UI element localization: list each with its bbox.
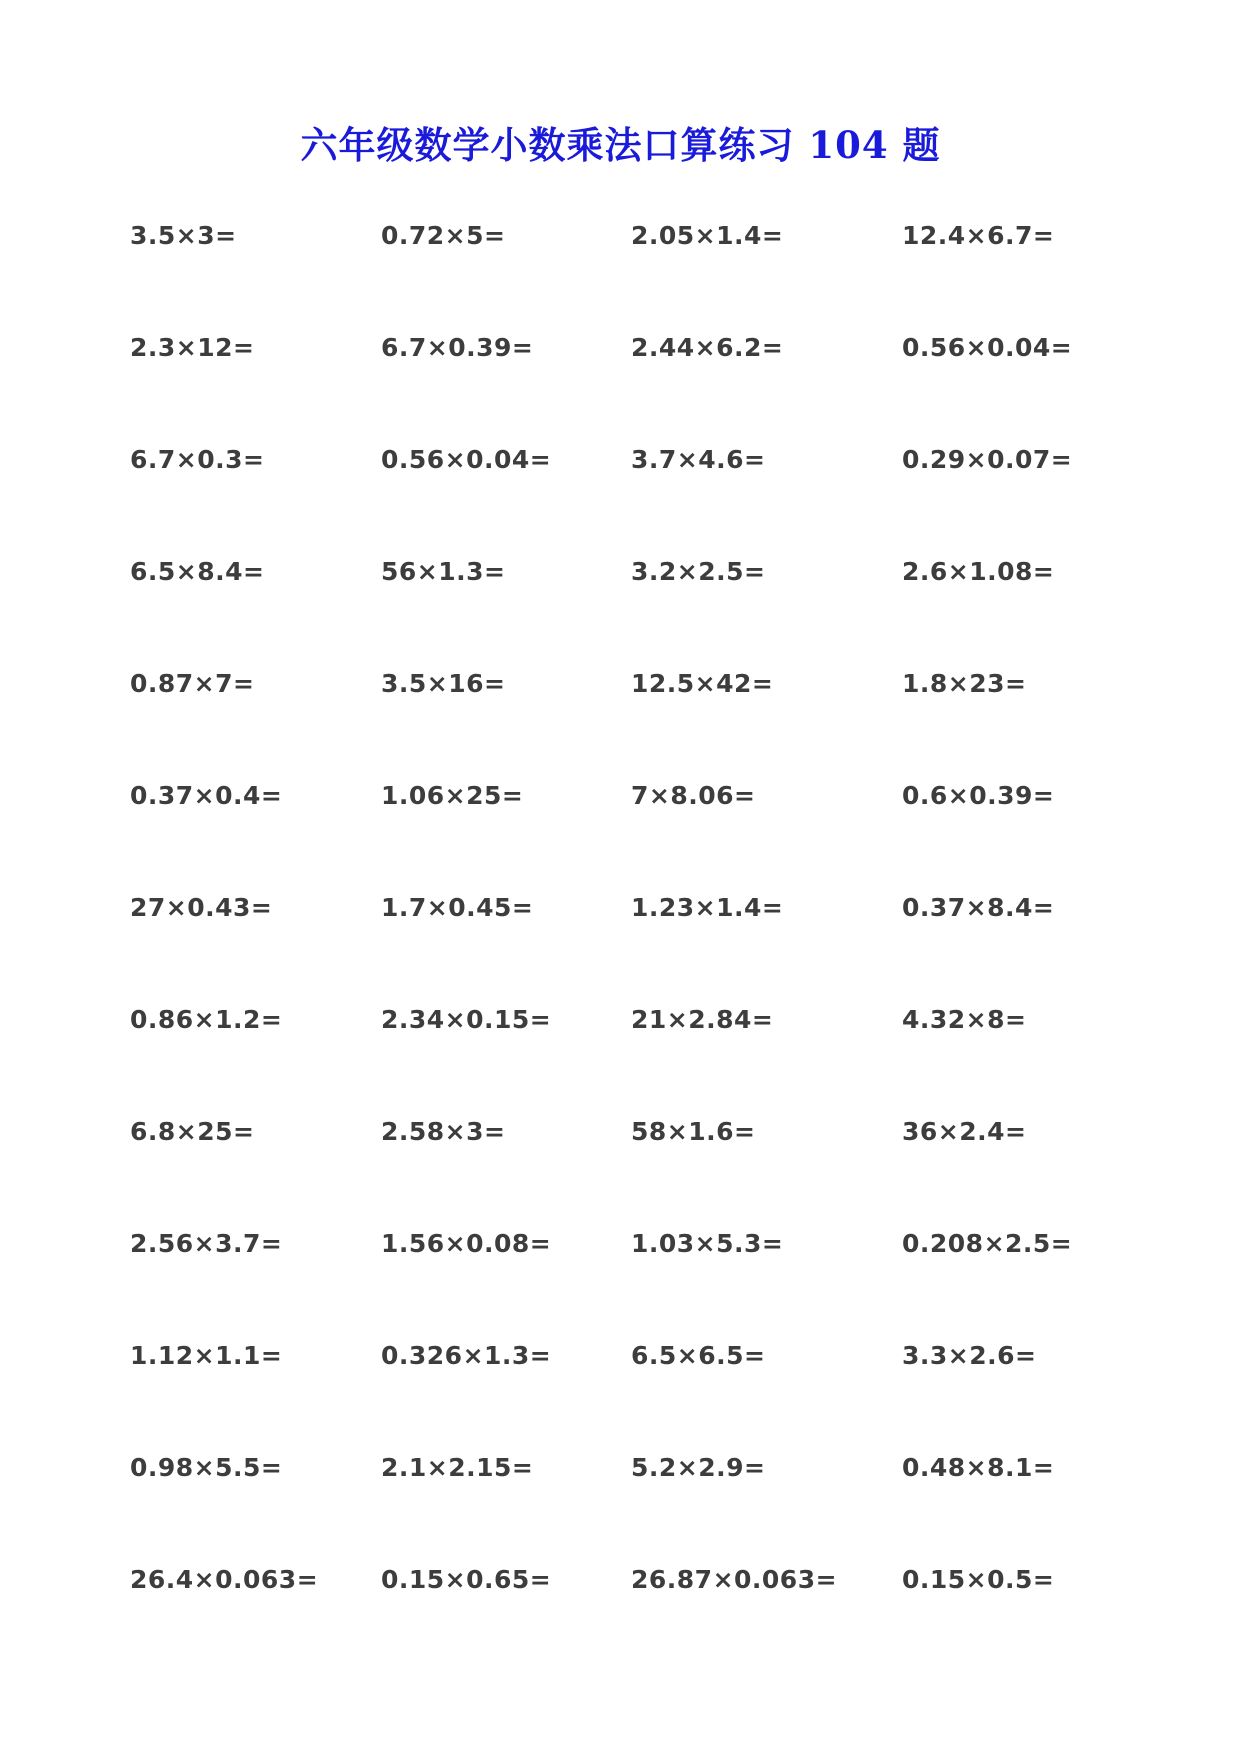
math-problem: 1.56×0.08= [381, 1229, 552, 1258]
problem-row [130, 888, 1130, 1000]
math-problem: 0.87×7= [130, 669, 255, 698]
math-problem: 0.56×0.04= [381, 445, 552, 474]
math-problem: 0.326×1.3= [381, 1341, 552, 1370]
math-problem: 2.58×3= [381, 1117, 506, 1146]
math-problem: 0.37×0.4= [130, 781, 283, 810]
math-problem: 0.37×8.4= [902, 893, 1055, 922]
problem-row [130, 440, 1130, 552]
math-problem: 6.7×0.3= [130, 445, 265, 474]
math-problem: 2.44×6.2= [631, 333, 784, 362]
math-problem: 21×2.84= [631, 1005, 774, 1034]
math-problem: 0.86×1.2= [130, 1005, 283, 1034]
math-problem: 3.5×16= [381, 669, 506, 698]
math-problem: 26.4×0.063= [130, 1565, 319, 1594]
math-problem: 2.3×12= [130, 333, 255, 362]
math-problem: 3.5×3= [130, 221, 237, 250]
math-problem: 2.6×1.08= [902, 557, 1055, 586]
math-problem: 3.7×4.6= [631, 445, 766, 474]
math-problem: 2.56×3.7= [130, 1229, 283, 1258]
math-problem: 0.15×0.5= [902, 1565, 1055, 1594]
problem-row [130, 776, 1130, 888]
math-problem: 7×8.06= [631, 781, 756, 810]
math-problem: 58×1.6= [631, 1117, 756, 1146]
math-problem: 6.5×8.4= [130, 557, 265, 586]
math-problem: 3.2×2.5= [631, 557, 766, 586]
math-problem: 27×0.43= [130, 893, 273, 922]
math-problem: 12.4×6.7= [902, 221, 1055, 250]
math-problem: 0.208×2.5= [902, 1229, 1073, 1258]
math-problem: 4.32×8= [902, 1005, 1027, 1034]
math-problem: 0.6×0.39= [902, 781, 1055, 810]
problem-grid [130, 216, 1130, 1672]
math-problem: 1.03×5.3= [631, 1229, 784, 1258]
math-problem: 0.48×8.1= [902, 1453, 1055, 1482]
problem-row [130, 1560, 1130, 1672]
math-problem: 1.8×23= [902, 669, 1027, 698]
math-problem: 6.7×0.39= [381, 333, 534, 362]
problem-row [130, 216, 1130, 328]
problem-row [130, 1000, 1130, 1112]
math-problem: 6.8×25= [130, 1117, 255, 1146]
math-problem: 26.87×0.063= [631, 1565, 838, 1594]
page-title: 六年级数学小数乘法口算练习 104 题 [300, 123, 941, 167]
math-problem: 56×1.3= [381, 557, 506, 586]
math-problem: 1.12×1.1= [130, 1341, 283, 1370]
problem-row [130, 328, 1130, 440]
math-problem: 2.34×0.15= [381, 1005, 552, 1034]
math-problem: 0.72×5= [381, 221, 506, 250]
math-problem: 2.05×1.4= [631, 221, 784, 250]
math-problem: 36×2.4= [902, 1117, 1027, 1146]
math-problem: 2.1×2.15= [381, 1453, 534, 1482]
math-problem: 1.7×0.45= [381, 893, 534, 922]
math-problem: 0.98×5.5= [130, 1453, 283, 1482]
math-problem: 3.3×2.6= [902, 1341, 1037, 1370]
problem-row [130, 664, 1130, 776]
problem-row [130, 1448, 1130, 1560]
math-problem: 5.2×2.9= [631, 1453, 766, 1482]
problem-row [130, 1112, 1130, 1224]
math-problem: 12.5×42= [631, 669, 774, 698]
problem-row [130, 1224, 1130, 1336]
problem-row [130, 1336, 1130, 1448]
math-problem: 0.29×0.07= [902, 445, 1073, 474]
math-problem: 0.15×0.65= [381, 1565, 552, 1594]
math-problem: 1.06×25= [381, 781, 524, 810]
math-problem: 0.56×0.04= [902, 333, 1073, 362]
problem-row [130, 552, 1130, 664]
math-problem: 1.23×1.4= [631, 893, 784, 922]
math-problem: 6.5×6.5= [631, 1341, 766, 1370]
